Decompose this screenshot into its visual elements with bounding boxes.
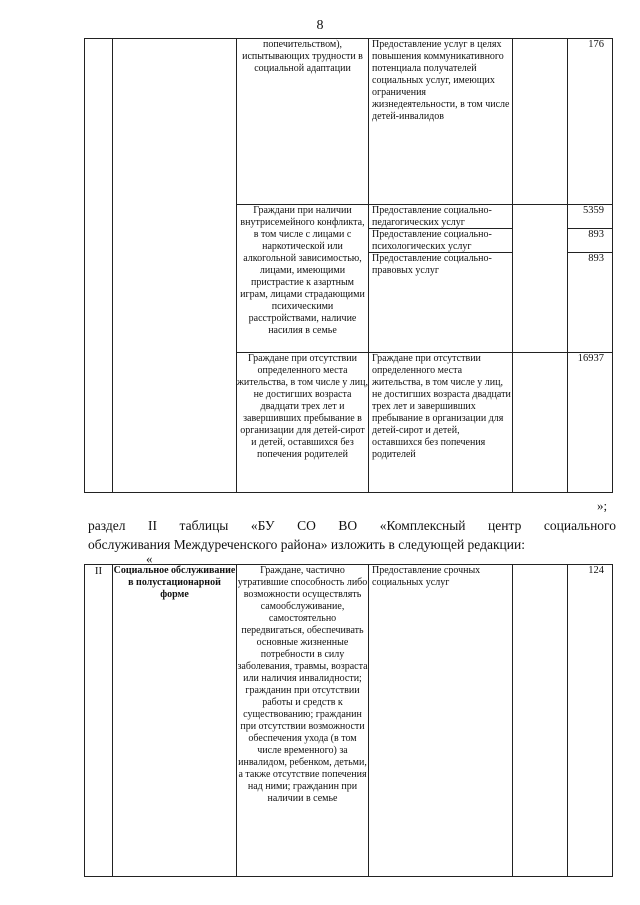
service-name: Предоставление срочных социальных услуг — [369, 565, 513, 877]
empty-cell — [513, 205, 568, 353]
recipient-category: попечительством), испытывающих трудности в социальной адаптации — [237, 39, 369, 205]
service-list — [369, 205, 513, 353]
table-continuation — [84, 38, 613, 493]
section-title: Социальное обслуживание в полустационарной форме — [113, 565, 237, 877]
col1-cell — [85, 39, 113, 493]
paragraph-line: обслуживания Междуреченского района» изложить в следующей редакции: — [88, 537, 525, 552]
paragraph-line: раздел II таблицы «БУ СО ВО «Комплексный центр социального — [88, 518, 616, 533]
empty-cell — [513, 39, 568, 205]
service-name: Граждане при отсутствии определенного места жительства, в том числе у лиц, не достигших возраста двадцати трех лет и завершивших пребывание в организации для детей-сирот и детей, оставшихся без попечения родителей — [369, 353, 513, 493]
table-row — [85, 565, 613, 877]
recipient-category: Граждане при отсутствии определенного места жительства, в том числе у лиц, не достигших возраста двадцати трех лет и завершивших пребывание в организации для детей-сирот и детей, оставшихся без попечения родителей — [237, 353, 369, 493]
service-name: Предоставление социально-психологических услуг — [369, 229, 512, 253]
page-number: 8 — [316, 18, 324, 33]
table-row — [85, 39, 613, 205]
service-value: 893 — [568, 229, 612, 253]
opening-quote: « — [146, 551, 153, 566]
service-value: 16937 — [568, 353, 613, 493]
table-section-ii — [84, 564, 613, 877]
service-name: Предоставление социально-педагогических услуг — [369, 205, 512, 229]
recipient-category: Граждане, частично утратившие способность либо возможности осуществлять самообслуживание, самостоятельно передвигаться, обеспечивать основные жизненные потребности в силу заболевания, травмы, возраста или наличия инвалидности; гражданин при отсутствии работы и средств к существованию; гражданин при отсутствии возможности обеспечения ухода (в том числе временного) за инвалидом, ребенком, детьми, а также отсутствие попечения над ними; гражданин при наличии в семье — [237, 565, 369, 877]
service-value: 176 — [568, 39, 613, 205]
service-name: Предоставление услуг в целях повышения коммуникативного потенциала получателей социальных услуг, имеющих ограничения жизнедеятельности, в том числе детей-инвалидов — [369, 39, 513, 205]
recipient-category: Граждани при наличии внутрисемейного конфликта, в том числе с лицами с наркотической или алкогольной зависимостью, лицами, имеющими пристрастие к азартным играм, лицами страдающими психическими расстройствами, наличие насилия в семье — [237, 205, 369, 353]
service-name: Предоставление социально-правовых услуг — [372, 253, 492, 276]
service-value: 5359 — [568, 205, 612, 229]
service-value: 893 — [588, 253, 604, 264]
closing-quote: »; — [597, 498, 608, 513]
section-roman-numeral: II — [85, 565, 113, 877]
value-list — [568, 205, 613, 353]
service-value: 124 — [568, 565, 613, 877]
empty-cell — [513, 565, 568, 877]
col2-cell — [113, 39, 237, 493]
empty-cell — [513, 353, 568, 493]
